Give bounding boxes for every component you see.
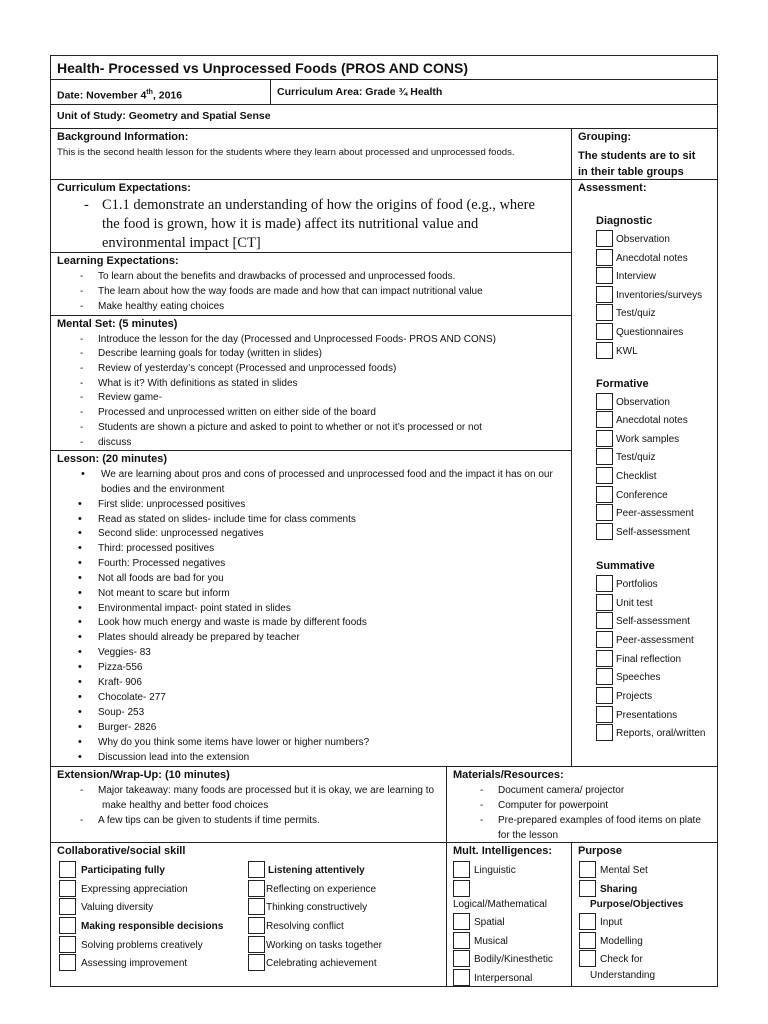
mental-set-item: - Review game- (98, 390, 162, 405)
summative-checkbox[interactable] (596, 575, 613, 592)
intelligence-item: Bodily/Kinesthetic (474, 954, 553, 965)
purpose-item: Modelling (600, 936, 643, 947)
social-skill-item: Thinking constructively (266, 902, 368, 913)
intelligence-checkbox[interactable] (453, 913, 470, 930)
diagnostic-checkbox[interactable] (596, 304, 613, 321)
summative-item: Unit test (616, 598, 653, 609)
lesson-item: • Soup- 253 (98, 705, 144, 720)
social-skill-heading: Collaborative/social skill (57, 845, 186, 857)
formative-item: Anecdotal notes (616, 415, 688, 426)
social-skill-checkbox[interactable] (248, 898, 265, 915)
purpose-checkbox[interactable] (579, 913, 596, 930)
lesson-item: • Burger- 2826 (98, 720, 156, 735)
summative-item: Peer-assessment (616, 635, 694, 646)
grouping-heading: Grouping: (578, 131, 632, 143)
lesson-item: • Why do you think some items have lower or higher numbers? (98, 735, 369, 750)
materials-item-continuation: for the lesson (498, 830, 559, 841)
background-text: This is the second health lesson for the students where they learn about processed and unprocessed foods. (57, 147, 515, 158)
learning-expectation-item: - The learn about how the way foods are made and how that can impact nutritional value (98, 284, 483, 299)
summative-item: Self-assessment (616, 616, 690, 627)
curriculum-expectation-line: the food is grown, how it is made) affect its nutritional value and (102, 216, 479, 232)
social-skill-checkbox[interactable] (59, 898, 76, 915)
formative-item: Peer-assessment (616, 508, 694, 519)
summative-checkbox[interactable] (596, 650, 613, 667)
social-skill-item: Valuing diversity (81, 902, 154, 913)
summative-checkbox[interactable] (596, 724, 613, 741)
intelligence-checkbox[interactable] (453, 932, 470, 949)
mental-set-item: - Review of yesterday’s concept (Processed and unprocessed foods) (98, 361, 396, 376)
formative-item: Work samples (616, 434, 680, 445)
purpose-objectives-heading: Purpose/Objectives (590, 899, 684, 910)
summative-item: Portfolios (616, 579, 658, 590)
date-field: Date: November 4th, 2016 (57, 89, 183, 102)
mental-set-item: - Describe learning goals for today (written in slides) (98, 346, 322, 361)
lesson-item: • Read as stated on slides- include time for class comments (98, 512, 356, 527)
unit-of-study: Unit of Study: Geometry and Spatial Sense (57, 110, 271, 122)
lesson-heading: Lesson: (20 minutes) (57, 453, 168, 465)
curriculum-area: Curriculum Area: Grade ¾ Health (277, 86, 443, 98)
lesson-item: • Kraft- 906 (98, 675, 142, 690)
formative-item: Self-assessment (616, 527, 690, 538)
social-skill-checkbox[interactable] (248, 917, 265, 934)
social-skill-item: Solving problems creatively (81, 940, 203, 951)
intelligence-checkbox[interactable] (453, 969, 470, 986)
mental-set-item: - discuss (98, 435, 131, 450)
diagnostic-checkbox[interactable] (596, 342, 613, 359)
diagnostic-checkbox[interactable] (596, 323, 613, 340)
diagnostic-checkbox[interactable] (596, 249, 613, 266)
formative-checkbox[interactable] (596, 430, 613, 447)
summative-item: Speeches (616, 672, 661, 683)
social-skill-checkbox[interactable] (59, 917, 76, 934)
formative-item: Test/quiz (616, 452, 656, 463)
formative-checkbox[interactable] (596, 467, 613, 484)
social-skill-item: Working on tasks together (266, 940, 382, 951)
lesson-item: • Chocolate- 277 (98, 690, 166, 705)
intelligence-checkbox[interactable] (453, 950, 470, 967)
social-skill-checkbox[interactable] (248, 954, 265, 971)
summative-checkbox[interactable] (596, 594, 613, 611)
purpose-checkbox[interactable] (579, 932, 596, 949)
lesson-item: • Plates should already be prepared by teacher (98, 630, 300, 645)
formative-checkbox[interactable] (596, 448, 613, 465)
summative-item: Presentations (616, 710, 678, 721)
social-skill-item: Assessing improvement (81, 958, 188, 969)
summative-item: Reports, oral/written (616, 728, 706, 739)
curriculum-expectation-line: - C1.1 demonstrate an understanding of how the origins of food (e.g., where (102, 196, 535, 215)
diagnostic-item: Test/quiz (616, 308, 656, 319)
lesson-item: • First slide: unprocessed positives (98, 497, 245, 512)
lesson-item: • Environmental impact- point stated in slides (98, 601, 291, 616)
diagnostic-item: Inventories/surveys (616, 290, 703, 301)
social-skill-item: Resolving conflict (266, 921, 344, 932)
formative-checkbox[interactable] (596, 393, 613, 410)
grouping-line: in their table groups (578, 166, 684, 178)
formative-checkbox[interactable] (596, 486, 613, 503)
diagnostic-item: Questionnaires (616, 327, 684, 338)
social-skill-item: Reflecting on experience (266, 884, 377, 895)
purpose-item: Mental Set (600, 865, 648, 876)
purpose-checkbox[interactable] (579, 950, 596, 967)
lesson-item: • Look how much energy and waste is made by different foods (98, 615, 367, 630)
purpose-item: Input (600, 917, 623, 928)
materials-heading: Materials/Resources: (453, 769, 564, 781)
lesson-item: • Pizza-556 (98, 660, 142, 675)
grouping-line: The students are to sit (578, 150, 696, 162)
formative-checkbox[interactable] (596, 504, 613, 521)
lesson-item: • Fourth: Processed negatives (98, 556, 225, 571)
diagnostic-item: Interview (616, 271, 657, 282)
lesson-item-continuation: bodies and the environment (101, 484, 225, 495)
lesson-item: • Discussion lead into the extension (98, 750, 249, 765)
learning-expectations-heading: Learning Expectations: (57, 255, 179, 267)
extension-heading: Extension/Wrap-Up: (10 minutes) (57, 769, 230, 781)
formative-item: Conference (616, 490, 668, 501)
lesson-item: • Not all foods are bad for you (98, 571, 224, 586)
materials-item: - Document camera/ projector (498, 783, 624, 798)
lesson-item: • Second slide: unprocessed negatives (98, 526, 264, 541)
background-heading: Background Information: (57, 131, 189, 143)
mental-set-item: - Processed and unprocessed written on either side of the board (98, 405, 376, 420)
formative-item: Observation (616, 397, 670, 408)
learning-expectation-item: - To learn about the benefits and drawbacks of processed and unprocessed foods. (98, 269, 455, 284)
formative-checkbox[interactable] (596, 411, 613, 428)
mental-set-heading: Mental Set: (5 minutes) (57, 318, 178, 330)
social-skill-checkbox[interactable] (248, 880, 265, 897)
purpose-checkbox[interactable] (579, 880, 596, 897)
purpose-heading: Purpose (578, 845, 623, 857)
page-title: Health- Processed vs Unprocessed Foods (PROS AND CONS) (57, 60, 469, 76)
mental-set-item: - What is it? With definitions as stated in slides (98, 376, 298, 391)
formative-checkbox[interactable] (596, 523, 613, 540)
summative-item: Projects (616, 691, 653, 702)
intelligence-checkbox[interactable] (453, 861, 470, 878)
diagnostic-item: KWL (616, 346, 638, 357)
mental-set-item: - Introduce the lesson for the day (Processed and Unprocessed Foods- PROS AND CONS) (98, 332, 496, 347)
diagnostic-item: Observation (616, 234, 670, 245)
summative-checkbox[interactable] (596, 706, 613, 723)
materials-item: - Computer for powerpoint (498, 798, 608, 813)
summative-checkbox[interactable] (596, 687, 613, 704)
curriculum-expectation-line: environmental impact [CT] (102, 235, 261, 251)
diagnostic-checkbox[interactable] (596, 230, 613, 247)
intelligence-item: Musical (474, 936, 508, 947)
summative-item: Final reflection (616, 654, 682, 665)
social-skill-checkbox[interactable] (248, 861, 265, 878)
intelligence-item: Spatial (474, 917, 505, 928)
summative-heading: Summative (596, 560, 655, 572)
summative-checkbox[interactable] (596, 631, 613, 648)
purpose-checkbox[interactable] (579, 861, 596, 878)
learning-expectation-item: - Make healthy eating choices (98, 299, 224, 314)
mult-intelligences-heading: Mult. Intelligences: (453, 845, 553, 857)
mental-set-item: - Students are shown a picture and asked to point to whether or not it’s processed or not (98, 420, 482, 435)
social-skill-item: Celebrating achievement (266, 958, 377, 969)
assessment-heading: Assessment: (578, 182, 647, 194)
diagnostic-heading: Diagnostic (596, 215, 653, 227)
diagnostic-item: Anecdotal notes (616, 253, 688, 264)
lesson-item: • Not meant to scare but inform (98, 586, 230, 601)
purpose-item: Sharing (600, 884, 638, 895)
social-skill-item: Making responsible decisions (81, 921, 224, 932)
extension-item: - A few tips can be given to students if time permits. (98, 813, 320, 828)
intelligence-item: Linguistic (474, 865, 516, 876)
social-skill-checkbox[interactable] (59, 954, 76, 971)
social-skill-item: Expressing appreciation (81, 884, 188, 895)
formative-heading: Formative (596, 378, 649, 390)
lesson-item: • Veggies- 83 (98, 645, 151, 660)
diagnostic-checkbox[interactable] (596, 286, 613, 303)
purpose-item: Check for (600, 954, 643, 965)
materials-item: - Pre-prepared examples of food items on plate (498, 813, 701, 828)
social-skill-checkbox[interactable] (59, 861, 76, 878)
intelligence-item: Logical/Mathematical (453, 899, 547, 910)
summative-checkbox[interactable] (596, 668, 613, 685)
social-skill-checkbox[interactable] (59, 880, 76, 897)
lesson-item: • Third: processed positives (98, 541, 214, 556)
social-skill-checkbox[interactable] (248, 936, 265, 953)
social-skill-checkbox[interactable] (59, 936, 76, 953)
social-skill-item: Participating fully (81, 865, 165, 876)
intelligence-item: Interpersonal (474, 973, 533, 984)
purpose-item-continuation: Understanding (590, 970, 656, 981)
formative-item: Checklist (616, 471, 657, 482)
extension-item-continuation: make healthy and better food choices (102, 800, 269, 811)
lesson-item: • We are learning about pros and cons of processed and unprocessed food and the impact it has on our (101, 467, 553, 482)
diagnostic-checkbox[interactable] (596, 267, 613, 284)
summative-checkbox[interactable] (596, 612, 613, 629)
social-skill-item: Listening attentively (268, 865, 365, 876)
curriculum-expectations-heading: Curriculum Expectations: (57, 182, 191, 194)
intelligence-checkbox[interactable] (453, 880, 470, 897)
extension-item: - Major takeaway: many foods are processed but it is okay, we are learning to (98, 783, 434, 798)
